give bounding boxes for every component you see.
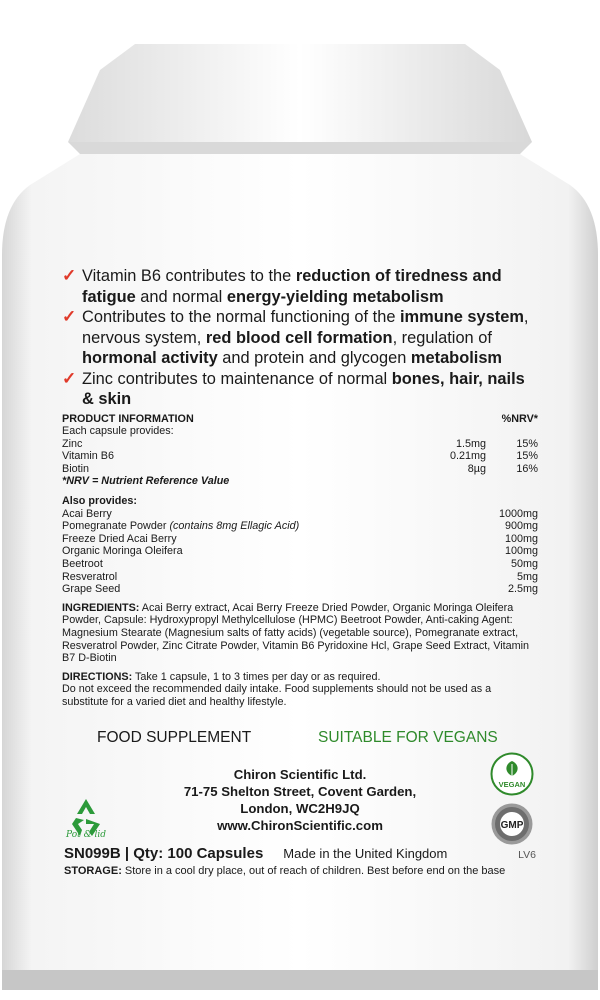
nutrient-row: Vitamin B6 0.21mg 15% bbox=[62, 450, 538, 463]
claim-item: ✓ Contributes to the normal functioning of the immune system, nervous system, red blood cell formation, regulation of hormonal activity and protein and glycogen metabolism bbox=[62, 307, 529, 367]
food-supplement-label: FOOD SUPPLEMENT bbox=[97, 729, 252, 746]
claim-item: ✓ Zinc contributes to maintenance of normal bones, hair, nails & skin bbox=[62, 368, 525, 408]
svg-text:GMP: GMP bbox=[500, 820, 524, 831]
sku-row bbox=[64, 845, 536, 862]
storage-text: STORAGE: Store in a cool dry place, out of reach of children. Best before end on the base bbox=[64, 865, 506, 877]
ingredient-row: Grape Seed 2.5mg bbox=[62, 583, 538, 596]
ingredient-row: Organic Moringa Oleifera 100mg bbox=[62, 545, 538, 558]
check-icon: ✓ bbox=[62, 368, 77, 388]
company-name: Chiron Scientific Ltd. bbox=[233, 767, 367, 782]
check-icon: ✓ bbox=[62, 307, 77, 326]
suitable-for-vegans-label: SUITABLE FOR VEGANS bbox=[318, 729, 498, 746]
claim-item: ✓ Vitamin B6 contributes to the reduction of tiredness and fatigue and normal energy-yielding metabolism bbox=[62, 266, 502, 306]
warning-text: Do not exceed the recommended daily intake. Food supplements should not be used as a substitute for a varied diet and healthy lifestyle. bbox=[62, 683, 492, 708]
company-address: 71-75 Shelton Street, Covent Garden, bbox=[183, 784, 417, 799]
nrv-note: *NRV = Nutrient Reference Value bbox=[62, 475, 230, 488]
directions-text: DIRECTIONS: Take 1 capsule, 1 to 3 times per day or as required. bbox=[62, 670, 381, 683]
claims-list bbox=[62, 266, 538, 410]
nutrient-row: Zinc 1.5mg 15% bbox=[62, 437, 538, 450]
company-website: www.ChironScientific.com bbox=[217, 818, 383, 833]
nrv-heading: %NRV* bbox=[501, 412, 538, 425]
ingredient-row: Pomegranate Powder (contains 8mg Ellagic Acid) 900mg bbox=[62, 520, 538, 533]
svg-text:VEGAN: VEGAN bbox=[498, 780, 526, 789]
company-block bbox=[130, 766, 470, 834]
gmp-badge-icon bbox=[490, 802, 534, 846]
ingredient-row: Resveratrol 5mg bbox=[62, 570, 538, 583]
company-city: London, WC2H9JQ bbox=[240, 801, 360, 816]
label-text bbox=[62, 266, 538, 709]
also-provides-heading: Also provides: bbox=[62, 495, 137, 508]
product-information bbox=[62, 413, 538, 709]
made-in-text: Made in the United Kingdom bbox=[283, 846, 448, 861]
ingredients-text: INGREDIENTS: Acai Berry extract, Acai Berry Freeze Dried Powder, Organic Moringa Oleifera Powder, Capsule: Hydroxypropyl Methylcellulose (HPMC) Beetroot Powder, Anti-caking Agent: Magnesium Stearate (Magnesium salts of fatty acids) (vegetable source), Pomegranate extract, Resveratrol Powder, Zinc Citrate Powder, Vitamin B6 Pyridoxine Hcl, Grape Seed Extract, Vitamin B7 D-Biotin bbox=[62, 601, 530, 665]
nutrient-row: Biotin 8µg 16% bbox=[62, 462, 538, 475]
each-capsule-text: Each capsule provides: bbox=[62, 425, 174, 438]
ingredient-row: Beetroot 50mg bbox=[62, 558, 538, 571]
ingredient-row: Freeze Dried Acai Berry 100mg bbox=[62, 532, 538, 545]
sku-qty: SN099B | Qty: 100 Capsules bbox=[64, 845, 264, 862]
check-icon: ✓ bbox=[62, 266, 77, 285]
lv-code: LV6 bbox=[518, 849, 536, 861]
ingredient-row: Acai Berry 1000mg bbox=[62, 507, 538, 520]
product-info-heading: PRODUCT INFORMATION bbox=[62, 412, 194, 425]
vegan-badge-icon bbox=[490, 752, 534, 796]
recycle-caption: Pot & lid bbox=[66, 830, 106, 840]
